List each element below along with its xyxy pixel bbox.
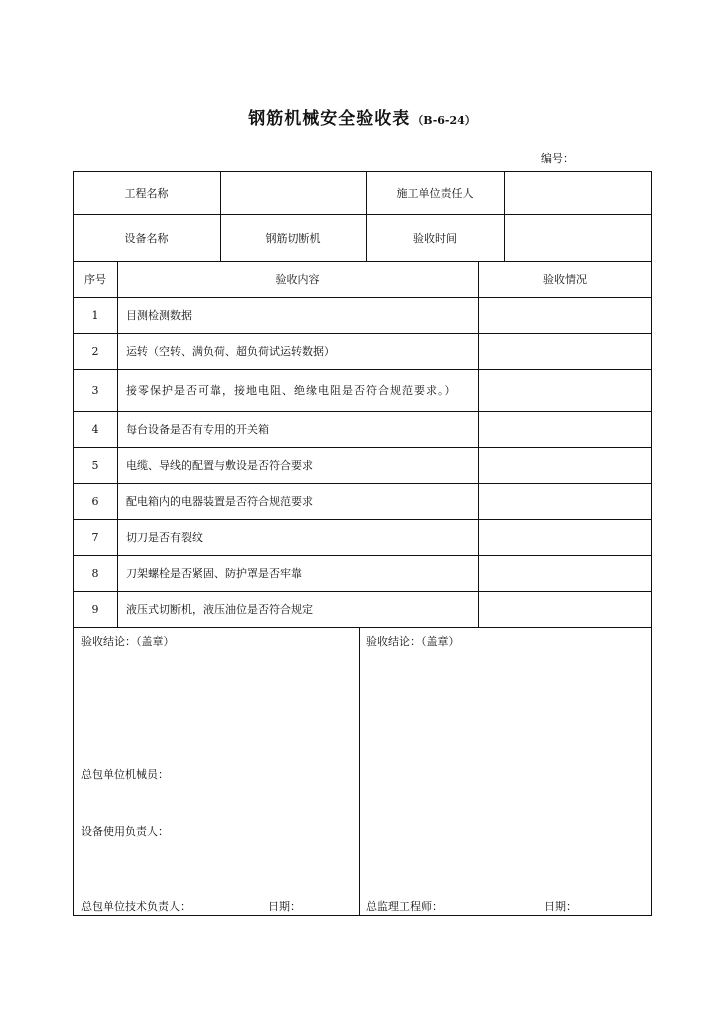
row-content: 运转（空转、满负荷、超负荷试运转数据）	[126, 345, 335, 358]
equipment-name-value[interactable]: 钢筋切断机	[265, 231, 321, 245]
row-result-field[interactable]	[478, 591, 652, 627]
form-code: （B-6-24）	[412, 114, 476, 127]
equipment-name-label: 设备名称	[124, 231, 169, 245]
row-result-field[interactable]	[478, 519, 652, 555]
right-date-label: 日期：	[544, 900, 577, 913]
grid-line	[73, 627, 652, 628]
row-result-field[interactable]	[478, 297, 652, 333]
row-content: 目测检测数据	[126, 309, 192, 322]
page-title	[0, 104, 724, 129]
row-number: 6	[91, 494, 99, 508]
inspection-time-field[interactable]	[504, 214, 652, 261]
row-number: 3	[91, 383, 99, 397]
column-header-result: 验收情况	[543, 273, 587, 286]
column-header-no: 序号	[84, 273, 106, 286]
inspection-time-label: 验收时间	[413, 231, 457, 245]
project-name-label: 工程名称	[124, 186, 169, 200]
row-result-field[interactable]	[478, 369, 652, 411]
row-number: 4	[91, 422, 99, 436]
row-result-field[interactable]	[478, 411, 652, 447]
left-date-label: 日期：	[268, 900, 301, 913]
row-content: 电缆、导线的配置与敷设是否符合要求	[126, 459, 313, 472]
row-result-field[interactable]	[478, 555, 652, 591]
serial-number-label: 编号：	[541, 152, 574, 165]
row-number: 5	[91, 458, 99, 472]
equipment-user-signature-label: 设备使用负责人：	[81, 825, 169, 838]
construction-unit-label: 施工单位责任人	[396, 186, 474, 200]
row-number: 7	[91, 530, 99, 544]
row-content: 接零保护是否可靠，接地电阻、绝缘电阻是否符合规范要求。）	[126, 383, 457, 397]
row-result-field[interactable]	[478, 483, 652, 519]
right-conclusion-label: 验收结论：（盖章）	[366, 635, 460, 648]
row-content: 液压式切断机，液压油位是否符合规定	[126, 603, 313, 616]
grid-line	[359, 627, 360, 916]
title-text: 钢筋机械安全验收表	[248, 109, 411, 129]
row-content: 刀架螺栓是否紧固、防护罩是否牢靠	[126, 567, 302, 580]
row-number: 1	[91, 308, 99, 322]
tech-lead-signature-label: 总包单位技术负责人：	[81, 900, 191, 913]
column-header-content: 验收内容	[275, 273, 320, 286]
project-name-field[interactable]	[220, 171, 366, 214]
row-result-field[interactable]	[478, 333, 652, 369]
row-number: 9	[91, 602, 99, 616]
left-conclusion-label: 验收结论：（盖章）	[81, 635, 175, 648]
construction-unit-field[interactable]	[504, 171, 652, 214]
row-number: 2	[91, 344, 99, 358]
supervisor-signature-label: 总监理工程师：	[366, 900, 443, 913]
mechanic-signature-label: 总包单位机械员：	[81, 768, 169, 781]
row-content: 配电箱内的电器装置是否符合规范要求	[126, 495, 313, 508]
row-result-field[interactable]	[478, 447, 652, 483]
row-number: 8	[91, 566, 99, 580]
row-content: 切刀是否有裂纹	[126, 531, 203, 544]
row-content: 每台设备是否有专用的开关箱	[126, 423, 269, 436]
